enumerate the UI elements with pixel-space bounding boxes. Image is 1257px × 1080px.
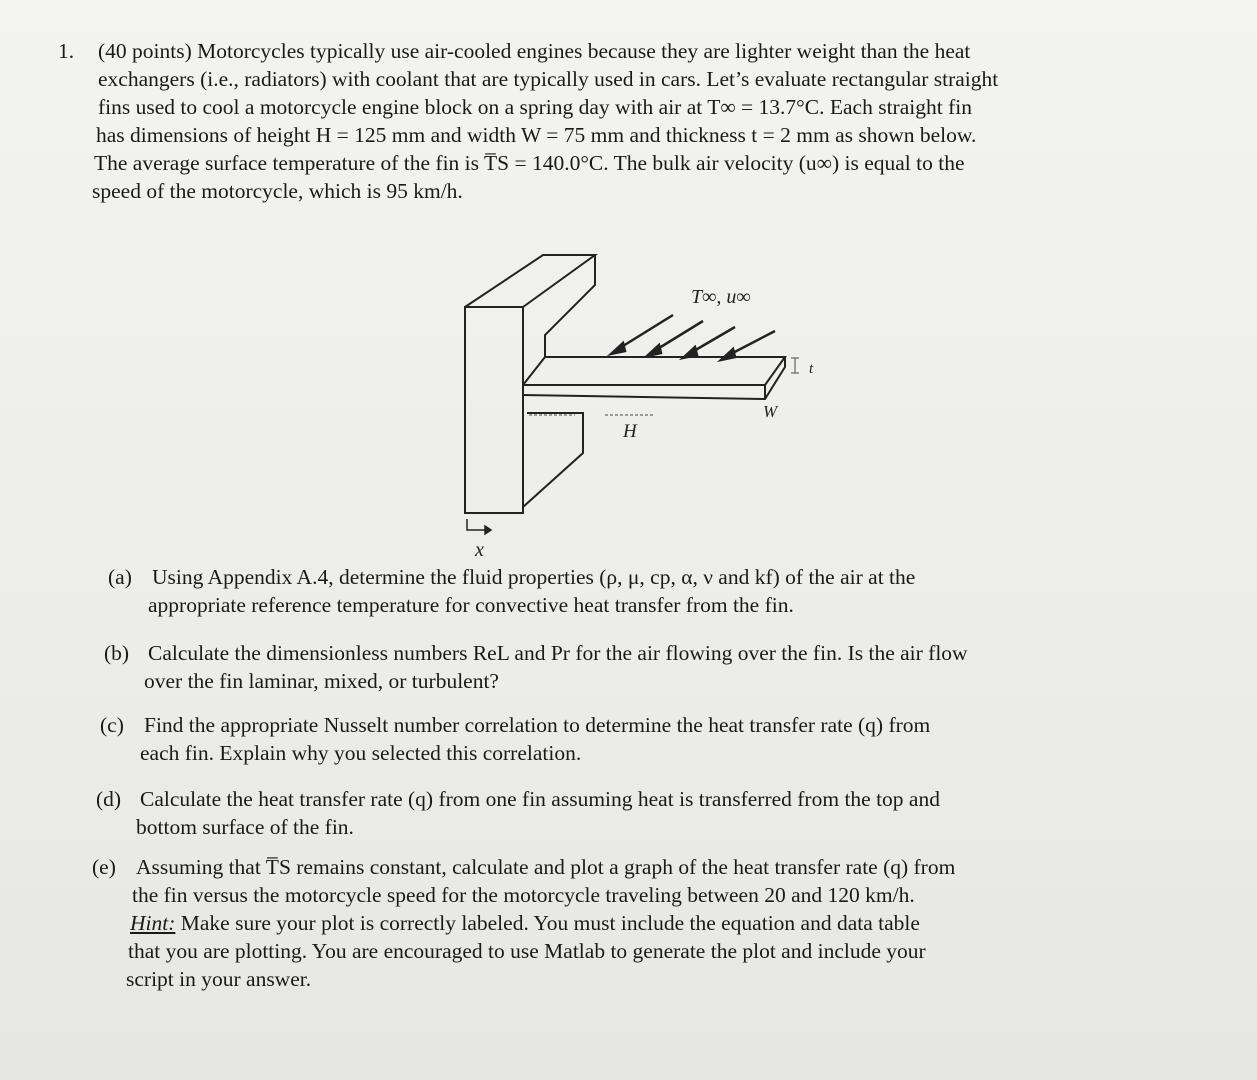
part-e-line: the fin versus the motorcycle speed for the motorcycle traveling between 20 and 120 km/h. [132, 883, 915, 907]
flow-label: T∞, u∞ [691, 286, 751, 308]
part-e-line: script in your answer. [126, 967, 312, 991]
part-c-label: (c) [100, 713, 124, 737]
flow-arrows [611, 315, 775, 360]
problem-line: The average surface temperature of the fin is T̅S = 140.0°C. The bulk air velocity (u∞) is equal to the [94, 151, 965, 175]
part-d-line: Calculate the heat transfer rate (q) from one fin assuming heat is transferred from the top and [140, 787, 940, 811]
part-e-label: (e) [92, 855, 116, 879]
problem-line: fins used to cool a motorcycle engine block on a spring day with air at T∞ = 13.7°C. Each straight fin [98, 95, 972, 119]
hint-label: Hint: [130, 911, 176, 935]
fin-diagram [455, 245, 825, 565]
part-c-line: each fin. Explain why you selected this correlation. [140, 741, 582, 765]
part-e-hint-line [130, 910, 920, 937]
width-label: W [763, 402, 778, 421]
part-e-line: Make sure your plot is correctly labeled. You must include the equation and data table [180, 911, 920, 935]
wall-top-face [465, 255, 595, 307]
part-b-label: (b) [104, 641, 130, 665]
part-a-line: Using Appendix A.4, determine the fluid properties (ρ, μ, cp, α, ν and kf) of the air at the [152, 565, 916, 589]
problem-line: has dimensions of height H = 125 mm and width W = 75 mm and thickness t = 2 mm as shown below. [96, 123, 977, 147]
problem-line: (40 points) Motorcycles typically use air-cooled engines because they are lighter weight than the heat [98, 39, 971, 63]
part-d-line: bottom surface of the fin. [136, 815, 354, 839]
thickness-label: t [809, 361, 814, 377]
problem-line: speed of the motorcycle, which is 95 km/h. [92, 179, 463, 203]
wall-side-upper [545, 255, 595, 357]
problem-number: 1. [58, 39, 75, 63]
height-label: H [623, 421, 637, 442]
fin-front-edge [523, 357, 785, 399]
part-b-line: over the fin laminar, mixed, or turbulent? [144, 669, 499, 693]
x-axis-label: x [475, 539, 484, 561]
problem-line: exchangers (i.e., radiators) with coolant that are typically used in cars. Let’s evaluate rectangular straight [98, 67, 999, 91]
wall-side-lower [523, 413, 583, 507]
part-b-line: Calculate the dimensionless numbers ReL and Pr for the air flowing over the fin. Is the air flow [148, 641, 968, 665]
wall-front-face [465, 307, 523, 513]
part-a-label: (a) [108, 565, 132, 589]
part-a-line: appropriate reference temperature for convective heat transfer from the fin. [148, 593, 794, 617]
part-e-line: that you are plotting. You are encouraged to use Matlab to generate the plot and include your [128, 939, 926, 963]
part-e-line: Assuming that T̅S remains constant, calculate and plot a graph of the heat transfer rate (q) from [136, 855, 956, 879]
fin-top-face [523, 357, 785, 385]
part-c-line: Find the appropriate Nusselt number correlation to determine the heat transfer rate (q) from [144, 713, 931, 737]
part-d-label: (d) [96, 787, 122, 811]
